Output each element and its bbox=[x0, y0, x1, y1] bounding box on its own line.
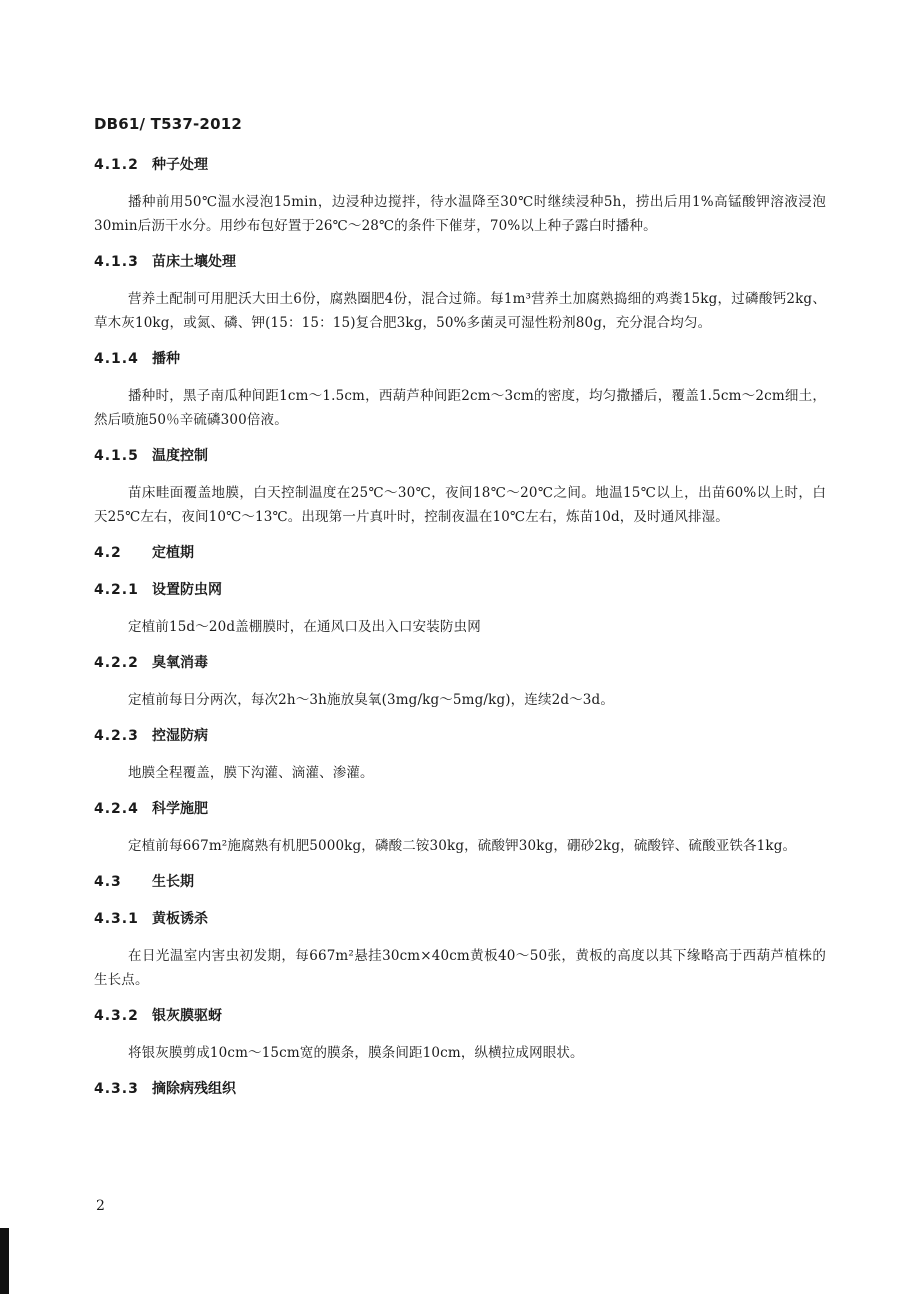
section-title: 设置防虫网 bbox=[152, 582, 222, 598]
section-title: 生长期 bbox=[152, 874, 194, 890]
scan-edge-mark bbox=[0, 1228, 9, 1294]
section-title: 种子处理 bbox=[152, 157, 208, 173]
section-paragraph: 在日光温室内害虫初发期，每667m²悬挂30cm×40cm黄板40～50张，黄板的高度以其下缘略高于西葫芦植株的生长点。 bbox=[94, 948, 826, 988]
section-title: 定植期 bbox=[152, 545, 194, 561]
section-number: 4.1.2 bbox=[94, 157, 139, 173]
section-number: 4.2.3 bbox=[94, 728, 139, 744]
section-heading bbox=[94, 347, 826, 371]
document-header: DB61/ T537-2012 bbox=[94, 115, 242, 133]
section-heading bbox=[94, 541, 826, 565]
section-heading bbox=[94, 578, 826, 602]
section-number: 4.2.4 bbox=[94, 801, 139, 817]
section-paragraph: 定植前每667m²施腐熟有机肥5000kg，磷酸二铵30kg，硫酸钾30kg，硼砂2kg，硫酸锌、硫酸亚铁各1kg。 bbox=[128, 838, 797, 854]
section-number: 4.3 bbox=[94, 874, 122, 890]
section-number: 4.2.2 bbox=[94, 655, 139, 671]
section-heading bbox=[94, 797, 826, 821]
section-number: 4.3.2 bbox=[94, 1008, 139, 1024]
document-body bbox=[94, 153, 826, 1114]
section-title: 播种 bbox=[152, 351, 180, 367]
section-heading bbox=[94, 1004, 826, 1028]
page-number: 2 bbox=[96, 1198, 105, 1214]
section-title: 温度控制 bbox=[152, 448, 208, 464]
section-heading bbox=[94, 250, 826, 274]
section-number: 4.1.3 bbox=[94, 254, 139, 270]
section-title: 臭氧消毒 bbox=[152, 655, 208, 671]
section-heading bbox=[94, 1077, 826, 1101]
section-heading bbox=[94, 724, 826, 748]
section-title: 控湿防病 bbox=[152, 728, 208, 744]
section-number: 4.3.3 bbox=[94, 1081, 139, 1097]
section-paragraph: 定植前15d～20d盖棚膜时，在通风口及出入口安装防虫网 bbox=[128, 619, 481, 635]
section-paragraph: 将银灰膜剪成10cm～15cm宽的膜条，膜条间距10cm，纵横拉成网眼状。 bbox=[128, 1045, 584, 1061]
section-heading bbox=[94, 444, 826, 468]
section-heading bbox=[94, 651, 826, 675]
section-paragraph: 播种前用50℃温水浸泡15min，边浸种边搅拌，待水温降至30℃时继续浸种5h，捞出后用1%高锰酸钾溶液浸泡30min后沥干水分。用纱布包好置于26℃～28℃的条件下催芽，70%以上种子露白时播种。 bbox=[94, 194, 826, 234]
section-heading bbox=[94, 870, 826, 894]
section-title: 苗床土壤处理 bbox=[152, 254, 236, 270]
section-number: 4.2.1 bbox=[94, 582, 139, 598]
section-title: 科学施肥 bbox=[152, 801, 208, 817]
section-number: 4.1.4 bbox=[94, 351, 139, 367]
section-paragraph: 定植前每日分两次，每次2h～3h施放臭氧(3mg/kg～5mg/kg)，连续2d～3d。 bbox=[128, 692, 614, 708]
section-title: 摘除病残组织 bbox=[152, 1081, 236, 1097]
section-paragraph: 地膜全程覆盖，膜下沟灌、滴灌、渗灌。 bbox=[128, 765, 374, 781]
section-number: 4.3.1 bbox=[94, 911, 139, 927]
section-number: 4.2 bbox=[94, 545, 122, 561]
section-heading bbox=[94, 907, 826, 931]
section-title: 黄板诱杀 bbox=[152, 911, 208, 927]
section-title: 银灰膜驱蚜 bbox=[152, 1008, 222, 1024]
section-paragraph: 播种时，黑子南瓜种间距1cm～1.5cm，西葫芦种间距2cm～3cm的密度，均匀撒播后，覆盖1.5cm～2cm细土，然后喷施50％辛硫磷300倍液。 bbox=[94, 388, 826, 428]
section-number: 4.1.5 bbox=[94, 448, 139, 464]
section-heading bbox=[94, 153, 826, 177]
section-paragraph: 营养土配制可用肥沃大田土6份，腐熟圈肥4份，混合过筛。每1m³营养土加腐熟捣细的鸡粪15kg，过磷酸钙2kg、草木灰10kg，或氮、磷、钾(15：15：15)复合肥3kg，50%多菌灵可湿性粉剂80g，充分混合均匀。 bbox=[94, 291, 827, 331]
section-paragraph: 苗床畦面覆盖地膜，白天控制温度在25℃～30℃，夜间18℃～20℃之间。地温15℃以上，出苗60%以上时，白天25℃左右，夜间10℃～13℃。出现第一片真叶时，控制夜温在10℃左右，炼苗10d，及时通风排湿。 bbox=[94, 485, 826, 525]
